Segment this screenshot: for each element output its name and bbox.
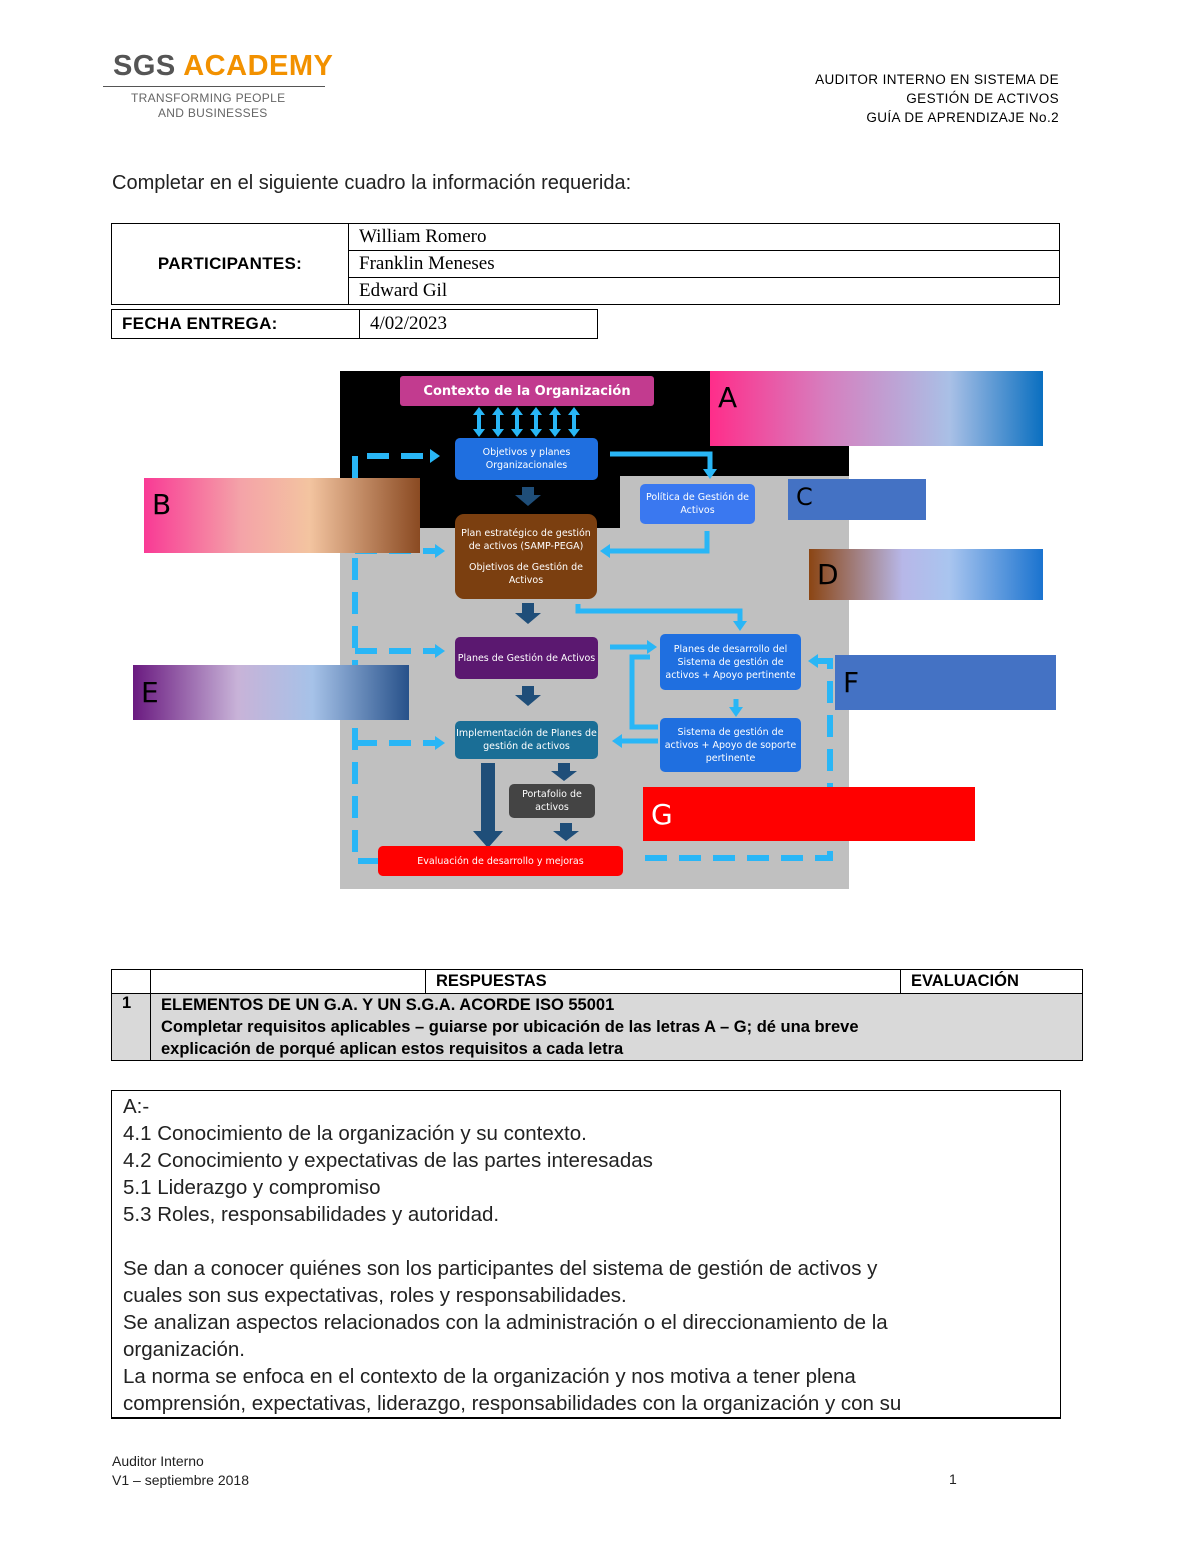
date-table <box>111 309 598 339</box>
logo-tagline-line1: TRANSFORMING PEOPLE <box>131 91 286 105</box>
label-box-b <box>144 478 420 553</box>
letter-d: D <box>817 558 839 591</box>
node-context: Contexto de la Organización <box>400 376 654 406</box>
label-box-c <box>788 479 926 520</box>
responses-row-number: 1 <box>112 994 151 1061</box>
responses-row-content <box>151 994 1083 1061</box>
footer-line1: Auditor Interno <box>112 1453 204 1469</box>
node-strategic-sub: Objetivos de Gestión de Activos <box>469 561 583 586</box>
node-evaluation: Evaluación de desarrollo y mejoras <box>378 846 623 876</box>
participant-name-2: Franklin Meneses <box>349 251 1060 278</box>
answer-line-3: 4.2 Conocimiento y expectativas de las partes interesadas <box>123 1149 653 1172</box>
responses-row-title: ELEMENTOS DE UN G.A. Y UN S.G.A. ACORDE ISO 55001 <box>161 996 615 1014</box>
header-line2: GESTIÓN DE ACTIVOS <box>906 91 1059 106</box>
answer-line-10: organización. <box>123 1338 245 1361</box>
label-box-d <box>809 549 1043 600</box>
responses-header-empty-2 <box>151 970 426 994</box>
node-strategic-title: Plan estratégico de gestión de activos (SAMP-PEGA) <box>461 527 591 552</box>
answer-line-5: 5.3 Roles, responsabilidades y autoridad. <box>123 1203 500 1226</box>
responses-row-text-2: explicación de porqué aplican estos requisitos a cada letra <box>161 1040 624 1058</box>
participants-label: PARTICIPANTES: <box>112 224 349 305</box>
node-strategic <box>455 514 597 599</box>
letter-e: E <box>141 676 159 709</box>
instruction-text: Completar en el siguiente cuadro la información requerida: <box>112 172 632 194</box>
logo-brand-sgs: SGS <box>113 50 176 82</box>
node-system: Sistema de gestión de activos + Apoyo de soporte pertinente <box>660 718 801 772</box>
responses-header-respuestas: RESPUESTAS <box>426 970 901 994</box>
answer-line-7: Se dan a conocer quiénes son los participantes del sistema de gestión de activos y <box>123 1257 878 1280</box>
participant-name-3: Edward Gil <box>349 278 1060 305</box>
label-box-a <box>710 371 1043 446</box>
responses-table <box>111 969 1083 1061</box>
answer-line-1: A:- <box>123 1095 150 1118</box>
answer-line-9: Se analizan aspectos relacionados con la administración o el direccionamiento de la <box>123 1311 888 1334</box>
answer-line-12: comprensión, expectativas, liderazgo, responsabilidades con la organización y con su <box>123 1392 902 1415</box>
node-policy: Política de Gestión de Activos <box>640 484 755 524</box>
logo-tagline <box>131 91 285 121</box>
letter-f: F <box>843 666 860 699</box>
letter-b: B <box>152 488 172 521</box>
answer-line-2: 4.1 Conocimiento de la organización y su contexto. <box>123 1122 587 1145</box>
label-box-e <box>133 665 409 720</box>
page-footer <box>112 1452 249 1490</box>
node-dev-plans: Planes de desarrollo del Sistema de gestión de activos + Apoyo pertinente <box>660 634 801 690</box>
letter-g: G <box>651 797 673 831</box>
header-line3: GUÍA DE APRENDIZAJE No.2 <box>866 110 1059 125</box>
answer-box[interactable] <box>111 1090 1061 1419</box>
answer-line-6 <box>123 1228 1049 1255</box>
date-value: 4/02/2023 <box>360 310 598 339</box>
letter-c: C <box>796 483 813 511</box>
document-header <box>815 70 1059 127</box>
node-implementation: Implementación de Planes de gestión de activos <box>455 721 598 759</box>
responses-header-evaluacion: EVALUACIÓN <box>901 970 1083 994</box>
label-box-g <box>643 787 975 841</box>
answer-line-11: La norma se enfoca en el contexto de la organización y nos motiva a tener plena <box>123 1365 856 1388</box>
letter-a: A <box>718 381 738 414</box>
logo-divider <box>103 86 325 87</box>
node-objectives: Objetivos y planes Organizacionales <box>455 438 598 480</box>
node-plans: Planes de Gestión de Activos <box>455 637 598 679</box>
participants-table <box>111 223 1060 305</box>
logo-brand-academy: ACADEMY <box>183 50 334 82</box>
footer-line2: V1 – septiembre 2018 <box>112 1472 249 1488</box>
logo-tagline-line2: AND BUSINESSES <box>158 106 268 120</box>
responses-header-empty-1 <box>112 970 151 994</box>
label-box-f <box>835 655 1056 710</box>
page-number: 1 <box>949 1471 957 1487</box>
responses-row-text-1: Completar requisitos aplicables – guiarse por ubicación de las letras A – G; dé una breve <box>161 1018 859 1036</box>
date-label: FECHA ENTREGA: <box>112 310 360 339</box>
node-portfolio: Portafolio de activos <box>509 784 595 818</box>
participant-name-1: William Romero <box>349 224 1060 251</box>
header-line1: AUDITOR INTERNO EN SISTEMA DE <box>815 72 1059 87</box>
answer-line-4: 5.1 Liderazgo y compromiso <box>123 1176 381 1199</box>
logo <box>113 50 333 83</box>
answer-line-8: cuales son sus expectativas, roles y responsabilidades. <box>123 1284 627 1307</box>
